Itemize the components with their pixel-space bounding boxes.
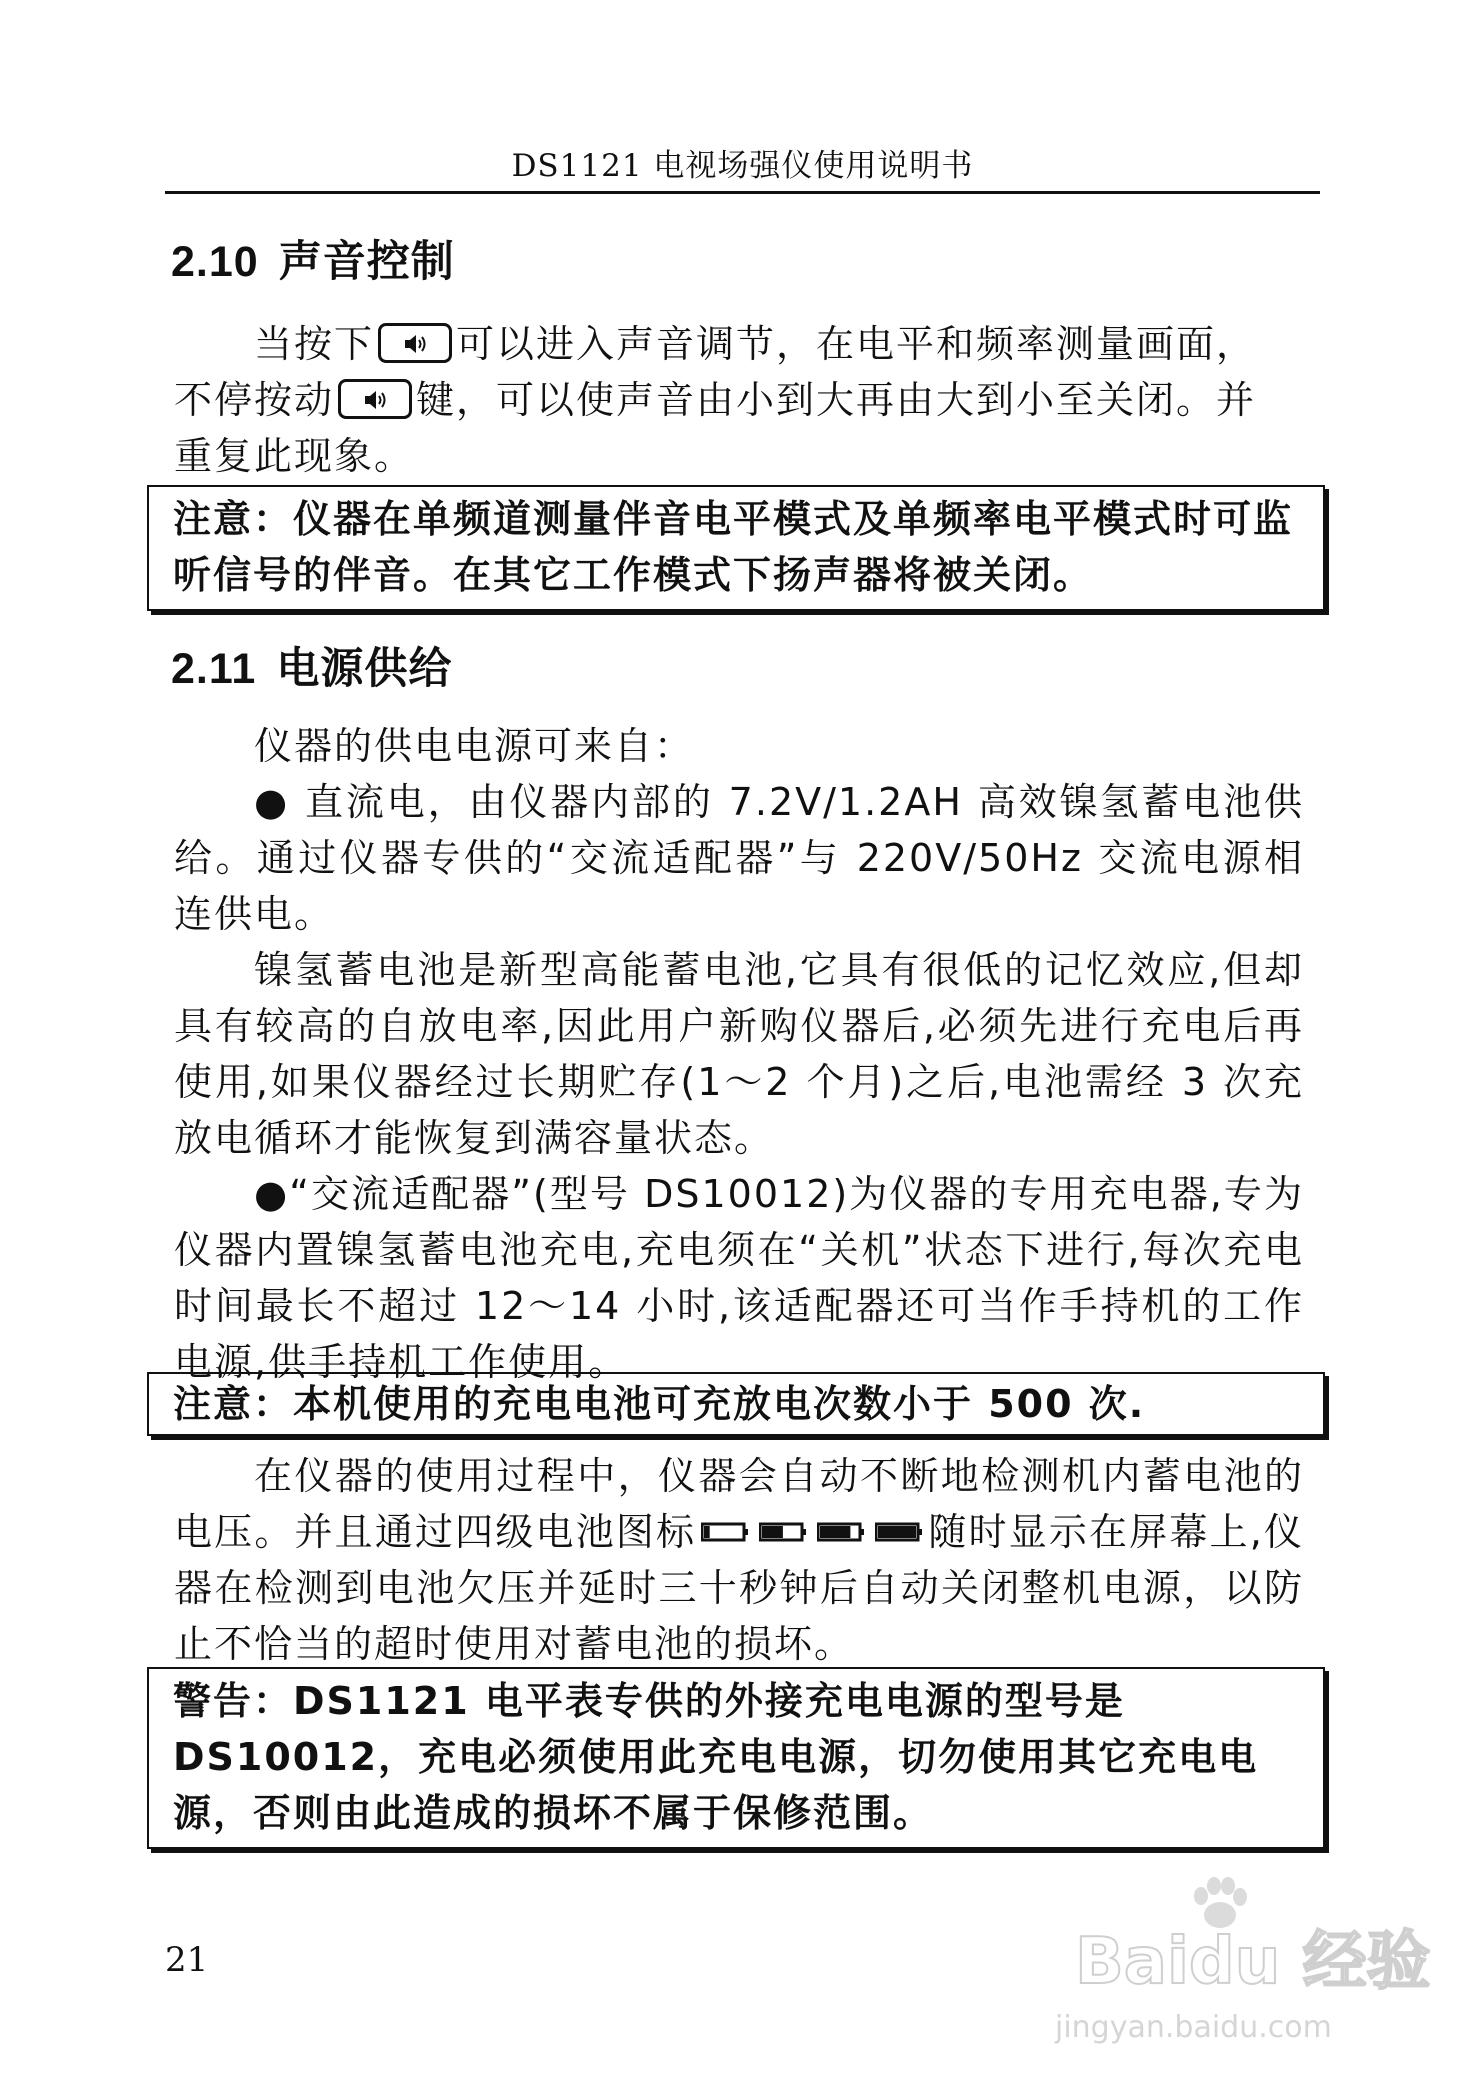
sound-key-button	[338, 379, 412, 419]
power-supply-paragraphs	[174, 718, 1304, 1390]
sound-control-paragraph	[174, 316, 1304, 484]
watermark-url: jingyan.baidu.com	[1055, 2010, 1332, 2045]
warning-box	[147, 1667, 1325, 1849]
text-run: 可以进入声音调节，在电平和频率测量画面，	[456, 322, 1257, 366]
page-number: 21	[165, 1940, 209, 1980]
section-heading-2-11	[171, 635, 452, 696]
text-run: 重复此现象。	[174, 434, 415, 478]
paragraph-adapter: ●“交流适配器”(型号 DS10012)为仪器的专用充电器,专为仪器内置镍氢蓄电池充电,充电须在“关机”状态下进行,每次充电时间最长不超过 12～14 小时,该适配器还可当作手持机的工作电源,供手持机工作使用。	[174, 1172, 1304, 1384]
battery-icon	[875, 1521, 923, 1543]
battery-icon	[701, 1521, 749, 1543]
battery-icon	[759, 1521, 807, 1543]
speaker-icon	[363, 388, 389, 412]
header-rule	[165, 191, 1320, 194]
text-run: 在仪器的使用过程中，仪器会自动不断地检测机内蓄电池的电压。并且通过四级电池图标	[174, 1454, 1304, 1554]
battery-monitor-paragraph	[174, 1448, 1304, 1672]
text-run: 当按下	[254, 322, 375, 366]
paragraph-dc: ● 直流电，由仪器内部的 7.2V/1.2AH 高效镍氢蓄电池供给。通过仪器专供的“交流适配器”与 220V/50Hz 交流电源相连供电。	[174, 780, 1304, 936]
section-number: 2.11	[171, 645, 257, 693]
note-text: 注意：仪器在单频道测量伴音电平模式及单频率电平模式时可监听信号的伴音。在其它工作模式下扬声器将被关闭。	[173, 497, 1294, 597]
section-title: 电源供给	[276, 644, 453, 694]
watermark-brand: Baidu 经验	[1075, 1925, 1431, 1999]
section-title: 声音控制	[278, 237, 455, 287]
speaker-icon	[403, 332, 429, 356]
sound-key-button	[378, 323, 452, 363]
paragraph: 仪器的供电电源可来自：	[254, 724, 695, 768]
baidu-watermark	[1035, 1870, 1455, 2070]
text-run: 键，可以使声音由小到大再由大到小至关闭。并	[416, 378, 1257, 422]
warning-text: 警告：DS1121 电平表专供的外接充电电源的型号是 DS10012，充电必须使用此充电电源，切勿使用其它充电电源，否则由此造成的损坏不属于保修范围。	[173, 1679, 1259, 1835]
battery-icon	[817, 1521, 865, 1543]
document-header: DS1121 电视场强仪使用说明书	[511, 148, 974, 184]
paragraph-nimh: 镍氢蓄电池是新型高能蓄电池,它具有很低的记忆效应,但却具有较高的自放电率,因此用户新购仪器后,必须先进行充电后再使用,如果仪器经过长期贮存(1～2 个月)之后,电池需经 3 次充放电循环才能恢复到满容量状态。	[174, 948, 1304, 1160]
note-box-charge-cycles	[147, 1372, 1325, 1436]
section-number: 2.10	[171, 238, 259, 286]
text-run: 不停按动	[174, 378, 335, 422]
section-heading-2-10	[171, 228, 455, 289]
text-run: 随时显示在屏幕上,仪器在检测到电池欠压并延时三十秒钟后自动关闭整机电源，以防止不恰当的超时使用对蓄电池的损坏。	[174, 1510, 1304, 1666]
note-text: 注意：本机使用的充电电池可充放电次数小于 500 次.	[173, 1382, 1146, 1426]
note-box-sound	[147, 485, 1325, 611]
